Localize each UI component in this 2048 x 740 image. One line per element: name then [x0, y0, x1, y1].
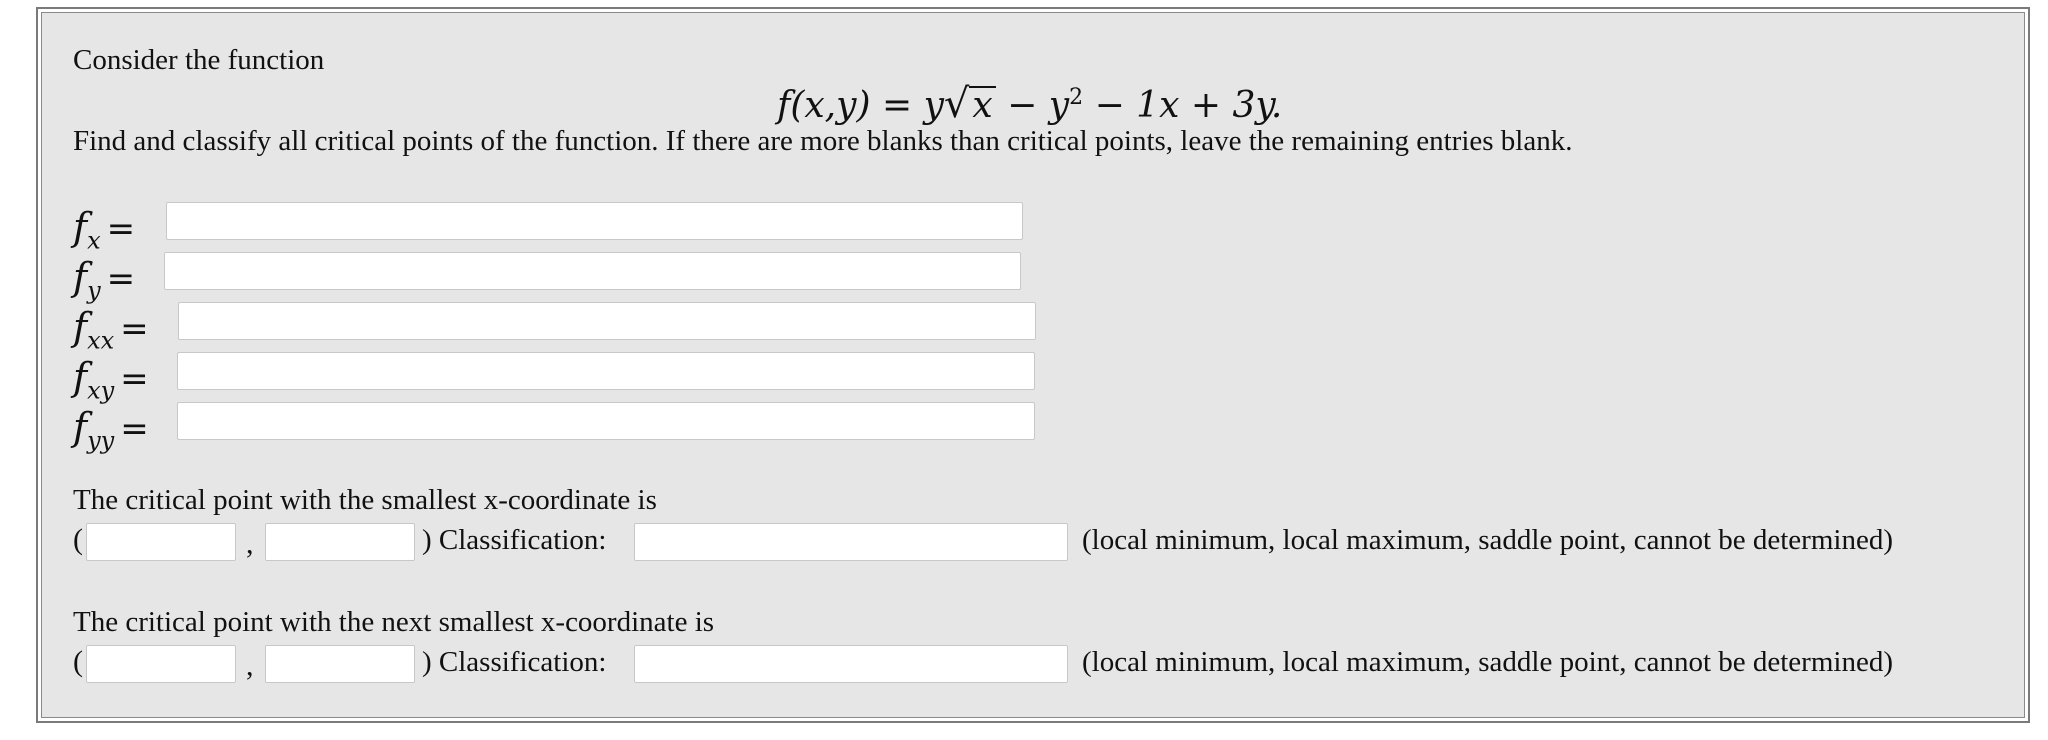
formula-lhs: f(x,y) = [777, 85, 913, 126]
cp2-y-input[interactable] [265, 645, 415, 683]
fxy-input[interactable] [177, 352, 1035, 390]
fyy-input[interactable] [177, 402, 1035, 440]
label-fxy: $f_{xy}$ = [73, 355, 149, 405]
formula-radicand: x [969, 86, 995, 124]
formula-minus-y: − y [1007, 85, 1070, 126]
fx-input[interactable] [166, 202, 1023, 240]
label-fx: $f_x$ = [73, 205, 136, 255]
formula-y: y [923, 85, 944, 126]
question-frame [36, 7, 2030, 723]
fxx-input[interactable] [178, 302, 1036, 340]
cp1-classification-input[interactable] [634, 523, 1068, 561]
cp2-classification-input[interactable] [634, 645, 1068, 683]
cp1-x-input[interactable] [86, 523, 236, 561]
formula-rest: − 1x + 3y. [1094, 85, 1283, 126]
critical-point-2-heading: The critical point with the next smallest x-coordinate is [73, 606, 715, 638]
cp2-classification-label: ) Classification: [422, 646, 607, 678]
label-fyy: $f_{yy}$ = [73, 405, 149, 455]
cp1-comma: , [246, 527, 254, 560]
sqrt-icon: √ [943, 81, 970, 127]
cp2-open-paren: ( [73, 645, 83, 678]
cp2-options-hint: (local minimum, local maximum, saddle point, cannot be determined) [1082, 646, 1893, 678]
critical-point-1-heading: The critical point with the smallest x-coordinate is [73, 484, 657, 516]
formula-exponent: 2 [1069, 85, 1084, 110]
question-panel [41, 12, 2025, 718]
label-fy: $f_y$ = [73, 255, 136, 305]
cp2-x-input[interactable] [86, 645, 236, 683]
intro-text: Consider the function [73, 44, 325, 76]
cp1-options-hint: (local minimum, local maximum, saddle point, cannot be determined) [1082, 524, 1893, 556]
fy-input[interactable] [164, 252, 1021, 290]
function-formula [777, 81, 1282, 127]
cp1-classification-label: ) Classification: [422, 524, 607, 556]
cp2-comma: , [246, 649, 254, 682]
label-fxx: $f_{xx}$ = [73, 305, 149, 355]
cp1-open-paren: ( [73, 523, 83, 556]
instructions-text: Find and classify all critical points of the function. If there are more blanks than critical points, leave the remaining entries blank. [73, 125, 1573, 157]
cp1-y-input[interactable] [265, 523, 415, 561]
